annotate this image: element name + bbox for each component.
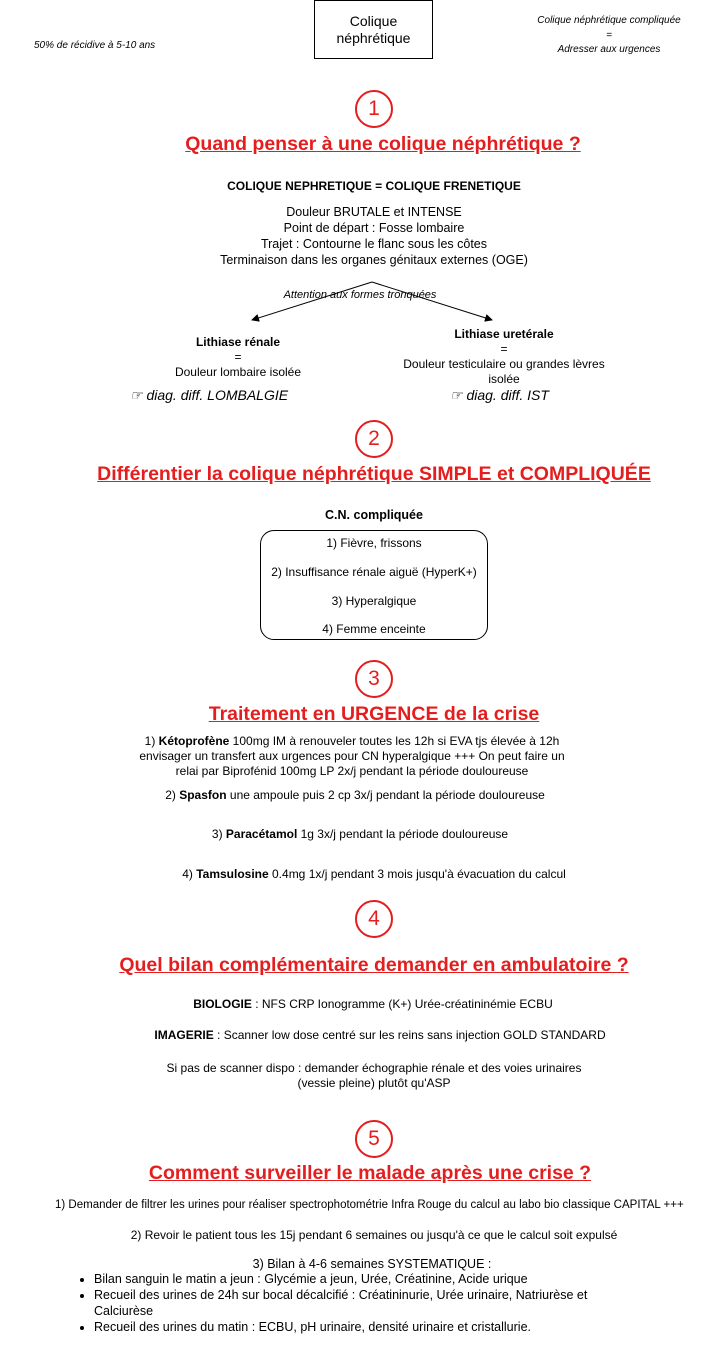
symptom-line: Douleur BRUTALE et INTENSE [286, 205, 462, 219]
arrow-right [372, 282, 492, 320]
main-title: Colique néphrétique [336, 12, 411, 46]
criteria-item: 3) Hyperalgique [331, 594, 417, 608]
attention-label: Attention aux formes tronquées [283, 289, 437, 301]
biologie-label: BIOLOGIE [193, 997, 252, 1011]
treatment-2-drug: Spasfon [179, 788, 227, 802]
treatment-1 [132, 734, 572, 779]
treatment-2 [0, 788, 710, 803]
section-3-number: 3 [355, 660, 393, 698]
lithiase-ureterale-eq: = [500, 342, 508, 356]
section-4-number: 4 [355, 900, 393, 938]
alternative-line-2: (vessie pleine) plutôt qu'ASP [297, 1076, 451, 1090]
recidive-note: 50% de récidive à 5-10 ans [34, 40, 156, 51]
treatment-4-drug: Tamsulosine [196, 867, 269, 881]
arrow-left [252, 282, 372, 320]
treatment-1-drug: Kétoprofène [158, 734, 230, 748]
biologie-line [0, 997, 720, 1012]
treatment-2-text: une ampoule puis 2 cp 3x/j pendant la période douloureuse [226, 788, 545, 802]
section-5-number: 5 [355, 1120, 393, 1158]
diag-ist: diag. diff. IST [466, 387, 549, 403]
complicated-line2: Adresser aux urgences [557, 44, 661, 55]
criteria-item: 2) Insuffisance rénale aiguë (HyperK+) [271, 565, 477, 579]
bullet-item: • Bilan sanguin le matin a jeun : Glycémie a jeun, Urée, Créatinine, Acide urique [94, 1271, 636, 1287]
section-3-heading: Traitement en URGENCE de la crise [208, 703, 540, 725]
lithiase-renale-title: Lithiase rénale [195, 335, 281, 349]
criteria-item: 1) Fièvre, frissons [326, 536, 422, 550]
lithiase-ureterale-diag [450, 387, 549, 404]
pointing-hand-icon: ☞ [130, 387, 143, 403]
treatment-1-text: 100mg IM à renouveler toutes les 12h si EVA tjs élevée à 12h envisager un transfert aux urgences pour CN hyperalgique +++ On peut faire un relai par Biprofénid 100mg LP 2x/j pendant la période douloureuse [139, 734, 565, 778]
lithiase-renale-desc: Douleur lombaire isolée [174, 365, 302, 379]
symptom-line: Point de départ : Fosse lombaire [283, 221, 465, 235]
treatment-1-num: 1) [144, 734, 159, 748]
lithiase-renale-block [118, 335, 358, 380]
criteria-item: 4) Femme enceinte [322, 622, 426, 636]
section-2-number: 2 [355, 420, 393, 458]
complicated-line1: Colique néphrétique compliquée [537, 15, 681, 26]
bullet-item: • Recueil des urines du matin : ECBU, pH urinaire, densité urinaire et cristallurie. [94, 1319, 636, 1335]
symptom-line: Terminaison dans les organes génitaux externes (OGE) [220, 253, 528, 267]
alternative-imaging [0, 1061, 720, 1091]
treatment-3-num: 3) [211, 827, 226, 841]
section-1-number: 1 [355, 90, 393, 128]
imagerie-label: IMAGERIE [154, 1028, 214, 1042]
followup-bullets [76, 1271, 636, 1335]
diag-lombalgie: diag. diff. LOMBALGIE [146, 387, 289, 403]
followup-2: 2) Revoir le patient tous les 15j pendant 6 semaines ou jusqu'à ce que le calcul soit expulsé [130, 1228, 618, 1242]
treatment-4-num: 4) [182, 867, 197, 881]
lithiase-ureterale-title: Lithiase uretérale [454, 327, 554, 341]
treatment-3 [0, 827, 720, 842]
alternative-line-1: Si pas de scanner dispo : demander échographie rénale et des voies urinaires [166, 1061, 582, 1075]
section-1-subheading: COLIQUE NEPHRETIQUE = COLIQUE FRENETIQUE [227, 179, 521, 193]
section-1-heading: Quand penser à une colique néphrétique ? [185, 133, 581, 155]
treatment-2-num: 2) [165, 788, 180, 802]
section-2-heading: Différentier la colique néphrétique SIMPLE et COMPLIQUÉE [97, 463, 651, 485]
imagerie-line [0, 1028, 720, 1043]
complicated-criteria-box [260, 530, 488, 640]
treatment-3-drug: Paracétamol [225, 827, 298, 841]
followup-3: 3) Bilan à 4-6 semaines SYSTEMATIQUE : [252, 1257, 492, 1271]
treatment-4 [0, 867, 720, 882]
lithiase-renale-diag [130, 387, 288, 404]
bullet-item: • Recueil des urines de 24h sur bocal décalcifié : Créatininurie, Urée urinaire, Natriurèse et Calciurèse [94, 1287, 636, 1319]
lithiase-renale-eq: = [234, 350, 242, 364]
section-4-heading: Quel bilan complémentaire demander en ambulatoire ? [119, 954, 629, 976]
biologie-text: : NFS CRP Ionogramme (K+) Urée-créatininémie ECBU [251, 997, 553, 1011]
complicated-eq: = [606, 29, 612, 41]
symptom-line: Trajet : Contourne le flanc sous les côtes [260, 237, 488, 251]
treatment-3-text: 1g 3x/j pendant la période douloureuse [297, 827, 509, 841]
complicated-box-title: C.N. compliquée [325, 508, 423, 522]
pointing-hand-icon: ☞ [450, 387, 463, 403]
section-5-heading: Comment surveiller le malade après une crise ? [148, 1162, 592, 1184]
lithiase-ureterale-block [392, 327, 616, 387]
lithiase-ureterale-desc: Douleur testiculaire ou grandes lèvres isolée [403, 357, 605, 386]
imagerie-text: : Scanner low dose centré sur les reins sans injection GOLD STANDARD [213, 1028, 606, 1042]
followup-1: 1) Demander de filtrer les urines pour réaliser spectrophotométrie Infra Rouge du calcul au labo bio classique CAPITAL +++ [55, 1199, 684, 1211]
treatment-4-text: 0.4mg 1x/j pendant 3 mois jusqu'à évacuation du calcul [268, 867, 566, 881]
